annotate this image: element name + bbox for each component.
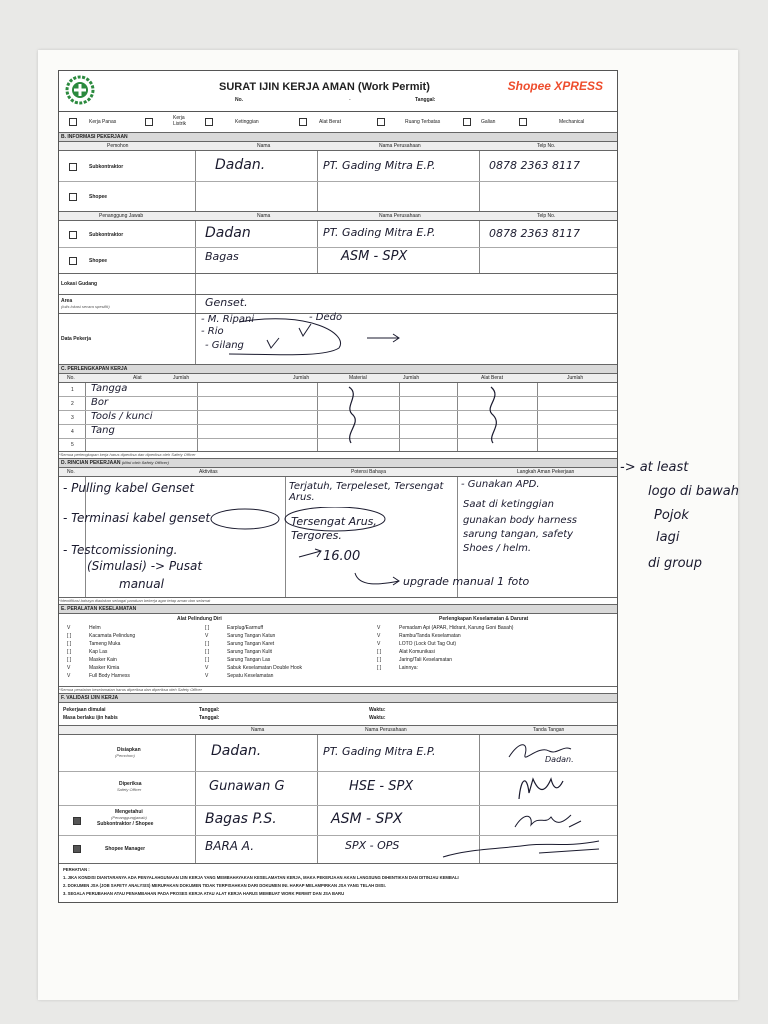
- validasi-perusahaan[interactable]: PT. Gading Mitra E.P.: [323, 745, 436, 758]
- section-d-title-text: D. RINCIAN PEKERJAAN: [61, 460, 121, 466]
- apd-item[interactable]: V Full Body Harness: [67, 673, 130, 679]
- apd-item[interactable]: V Sarung Tangan Katun: [205, 633, 276, 639]
- pekerja-name[interactable]: - Dedo: [309, 312, 343, 323]
- sec-c-col-header: [59, 374, 617, 383]
- checkbox-mengetahui[interactable]: [73, 817, 81, 825]
- col-header: Langkah Aman Pekerjaan: [517, 469, 575, 475]
- aktivitas-item[interactable]: (Simulasi) -> Pusat: [87, 559, 203, 573]
- sec-d-footnote: *Identifikasi bahaya diadakan sebagai panduan bekerja agar tetap aman dan selamat: [59, 598, 617, 605]
- pj-telp[interactable]: 0878 2363 8117: [489, 227, 580, 240]
- pemohon-telp[interactable]: 0878 2363 8117: [489, 159, 580, 172]
- pk-list: [377, 624, 513, 672]
- apd-item[interactable]: V Sabuk Keselamatan Double Hook: [205, 665, 303, 671]
- pk-item[interactable]: V Rambu/Tanda Keselamatan: [377, 633, 461, 639]
- apd-item[interactable]: [ ] Masker Kain: [67, 657, 117, 663]
- pj-shopee-nama[interactable]: Bagas: [205, 250, 239, 263]
- alat-value[interactable]: Tang: [91, 425, 115, 436]
- role-label: Diperiksa: [119, 781, 142, 787]
- sec-d-col-header: [59, 468, 617, 477]
- checkbox-mechanical[interactable]: [519, 118, 527, 126]
- pemohon-block: [59, 151, 617, 212]
- bahaya-item[interactable]: 16.00: [323, 549, 361, 564]
- apd-item[interactable]: V Sepatu Keselamatan: [205, 673, 274, 679]
- alat-berat-strike-icon: [479, 385, 509, 445]
- col-header: Telp No.: [537, 143, 556, 149]
- validasi-nama[interactable]: BARA A.: [205, 839, 255, 853]
- role-label: Disiapkan: [117, 747, 141, 753]
- col-header: Material: [349, 375, 367, 381]
- section-f-title: F. VALIDASI IJIN KERJA: [59, 694, 617, 703]
- aktivitas-item[interactable]: - Terminasi kabel genset: [63, 511, 211, 525]
- work-type-label: Kerja Panas: [89, 119, 117, 125]
- pk-item[interactable]: V Pemadam Api (APAR, Hidrant, Karung Goni Basah): [377, 625, 514, 631]
- row-number: 4: [71, 429, 74, 435]
- validasi-perusahaan[interactable]: HSE - SPX: [349, 779, 414, 794]
- validasi-nama[interactable]: Dadan.: [211, 743, 262, 759]
- row-number: 3: [71, 415, 74, 421]
- signature-3-icon: [509, 807, 589, 835]
- checkbox-alat-berat[interactable]: [299, 118, 307, 126]
- checkbox-pemohon-subkon[interactable]: [69, 163, 77, 171]
- apd-left-list: [67, 624, 135, 680]
- tanggal-label: Tanggal:: [199, 707, 220, 713]
- col-header: Nama Perusahaan: [365, 727, 407, 733]
- col-header: Nama: [257, 213, 271, 219]
- validasi-nama[interactable]: Bagas P.S.: [205, 811, 277, 827]
- peralatan-keselamatan: [59, 614, 617, 687]
- pk-item[interactable]: [ ] Jaring/Tali Keselamatan: [377, 657, 453, 663]
- section-c-title: C. PERLENGKAPAN KERJA: [59, 365, 617, 374]
- perhatian-item: 2. DOKUMEN JSA (JOB SAFETY ANALYSIS) MERUPAKAN DOKUMEN TIDAK TERPISAHKAN DARI DOKUMEN INI. HARAP MELAMPIRKAN JSA YANG TELAH DIISI.: [63, 883, 386, 888]
- apd-right-list: [205, 624, 302, 680]
- pk-item[interactable]: [ ] Lainnya:: [377, 665, 418, 671]
- checkbox-shopee-manager[interactable]: [73, 845, 81, 853]
- pekerja-name[interactable]: - Rio: [201, 326, 224, 337]
- pk-item[interactable]: V LOTO (Lock Out Tag Out): [377, 641, 457, 647]
- work-type-label: Galian: [481, 119, 496, 125]
- checkbox-pj-shopee[interactable]: [69, 257, 77, 265]
- aktivitas-item[interactable]: - Testcomissioning.: [63, 543, 178, 557]
- role-sub: Safety Officer: [117, 787, 142, 792]
- work-type-label: Kerja Listrik: [173, 115, 187, 127]
- no-label: No.: [235, 97, 244, 103]
- signature-1-icon: [499, 737, 579, 767]
- col-header: Jumlah: [567, 375, 584, 381]
- role-label: Mengetahui: [115, 809, 143, 815]
- sec-b-col-header: [59, 142, 617, 151]
- pk-item[interactable]: [ ] Alat Komunikasi: [377, 649, 435, 655]
- col-header: No.: [67, 469, 75, 475]
- signature-2-icon: [509, 773, 569, 803]
- perhatian-block: [59, 864, 617, 902]
- perlengkapan-table: [59, 383, 617, 452]
- margin-note: Pojok: [654, 508, 689, 523]
- apd-item[interactable]: [ ] Sarung Tangan Las: [205, 657, 271, 663]
- role-sub: (Penanggungjawab): [111, 815, 147, 820]
- pek-dimulai-label: Pekerjaan dimulai: [63, 707, 106, 713]
- col-header: Tanda Tangan: [533, 727, 565, 733]
- area-value[interactable]: Genset.: [205, 296, 248, 309]
- data-pekerja-row: [59, 314, 617, 365]
- role-label: Shopee Manager: [105, 846, 146, 852]
- bahaya-item[interactable]: Tersengat Arus,: [291, 515, 377, 528]
- work-type-label: Ruang Terbatas: [405, 119, 441, 125]
- alat-value[interactable]: Tools / kunci: [91, 411, 153, 422]
- pekerja-name[interactable]: - Gilang: [205, 340, 244, 351]
- apd-item[interactable]: [ ] Sarung Tangan Karet: [205, 641, 275, 647]
- checkbox-kerja-listrik[interactable]: [145, 118, 153, 126]
- lokasi-label: Lokasi Gudang: [61, 281, 98, 287]
- date-label: Tanggal:: [415, 97, 436, 103]
- row-number: 1: [71, 387, 74, 393]
- validasi-dates: [59, 703, 617, 726]
- waktu-label: Waktu:: [369, 707, 386, 713]
- langkah-item[interactable]: upgrade manual 1 foto: [403, 575, 530, 588]
- work-type-row: [59, 112, 617, 133]
- k3-logo-icon: [65, 75, 95, 105]
- role-label: Subkontraktor / Shopee: [97, 821, 154, 827]
- work-type-label: Mechanical: [559, 119, 585, 125]
- sec-e-footnote: *Semua peralatan keselamatan harus diperiksa dan diperiksa oleh Safety Officer: [59, 687, 617, 694]
- langkah-item[interactable]: Saat di ketinggian: [463, 499, 554, 510]
- col-header: Alat: [133, 375, 142, 381]
- area-sublabel: (tulis lokasi secara spesifik): [61, 304, 110, 309]
- validasi-nama[interactable]: Gunawan G: [209, 779, 285, 794]
- col-header: Nama Perusahaan: [379, 213, 421, 219]
- row-label: Subkontraktor: [89, 164, 124, 170]
- checkbox-galian[interactable]: [463, 118, 471, 126]
- shopee-xpress-logo: Shopee XPRESS: [507, 79, 603, 93]
- bahaya-item[interactable]: Tergores.: [291, 529, 342, 542]
- alat-value[interactable]: Bor: [91, 397, 109, 408]
- sec-c-footnote: *Semua perlengkapan kerja harus diperiksa dan diperiksa oleh Safety Officer: [59, 452, 617, 459]
- col-header: Pemohon: [107, 143, 129, 149]
- col-header: Potensi Bahaya: [351, 469, 387, 475]
- aktivitas-item[interactable]: - Pulling kabel Genset: [63, 481, 195, 495]
- apd-item[interactable]: [ ] Earplug/Earmuff: [205, 625, 264, 631]
- margin-note: di group: [648, 556, 703, 571]
- perhatian-item: 1. JIKA KONDISI DIANTARANYA ADA PENYALAHGUNAAN IJIN KERJA YANG MEMBAHAYAKAN KESELAMATAN KERJA, MAKA PEKERJAAN AKAN LANGSUNG DIHENTIKAN DAN DITINJAU KEMBALI: [63, 875, 459, 880]
- area-label: Area: [61, 298, 73, 304]
- checkbox-ruang-terbatas[interactable]: [377, 118, 385, 126]
- masa-berlaku-label: Masa berlaku ijin habis: [63, 715, 118, 721]
- aktivitas-item[interactable]: manual: [119, 577, 164, 591]
- row-label: Shopee: [89, 258, 108, 264]
- section-e-title: E. PERALATAN KESELAMATAN: [59, 605, 617, 614]
- validasi-table: [59, 735, 617, 864]
- col-header: Nama: [251, 727, 265, 733]
- penanggung-jawab-block: [59, 221, 617, 274]
- pj-perusahaan[interactable]: PT. Gading Mitra E.P.: [323, 226, 436, 239]
- margin-note: logo di bawah: [648, 484, 739, 499]
- checkbox-pemohon-shopee[interactable]: [69, 193, 77, 201]
- data-pekerja-label: Data Pekerja: [61, 336, 92, 342]
- section-d-sub: (diisi oleh Safety Officer): [121, 460, 169, 465]
- pekerja-name[interactable]: - M. Ripani: [201, 314, 255, 325]
- section-b-title: B. INFORMASI PEKERJAAN: [59, 133, 617, 142]
- pekerja-grouping-stroke-icon: [199, 314, 419, 364]
- col-header: Nama: [257, 143, 271, 149]
- apd-item[interactable]: [ ] Tameng Muka: [67, 641, 121, 647]
- no-value: -: [349, 97, 351, 103]
- pemohon-perusahaan[interactable]: PT. Gading Mitra E.P.: [323, 159, 436, 172]
- work-permit-form: [58, 70, 618, 903]
- signature-text: Dadan.: [545, 755, 574, 764]
- apd-item[interactable]: [ ] Sarung Tangan Kulit: [205, 649, 272, 655]
- waktu-label: Waktu:: [369, 715, 386, 721]
- form-header: [59, 71, 617, 112]
- validasi-perusahaan[interactable]: ASM - SPX: [331, 811, 403, 827]
- checkbox-kerja-panas[interactable]: [69, 118, 77, 126]
- col-header: Penanggung Jawab: [99, 213, 144, 219]
- col-header: Jumlah: [293, 375, 310, 381]
- pk-title: Perlengkapan Keselamatan & Darurat: [439, 616, 529, 622]
- bahaya-item[interactable]: Terjatuh, Terpeleset, Tersengat Arus.: [289, 481, 444, 503]
- pj-shopee-perusahaan[interactable]: ASM - SPX: [341, 249, 408, 264]
- apd-item[interactable]: V Helm: [67, 625, 101, 631]
- tanggal-label: Tanggal:: [199, 715, 220, 721]
- langkah-item[interactable]: gunakan body harness: [463, 515, 577, 526]
- langkah-item[interactable]: sarung tangan, safety: [463, 529, 574, 540]
- col-header: Telp No.: [537, 213, 556, 219]
- validasi-perusahaan[interactable]: SPX - OPS: [345, 839, 400, 852]
- col-header: Aktivitas: [199, 469, 218, 475]
- apd-item[interactable]: [ ] Kacamata Pelindung: [67, 633, 136, 639]
- pj-col-header: [59, 212, 617, 221]
- material-strike-icon: [339, 385, 369, 445]
- handwritten-strokes-icon: [209, 507, 609, 597]
- langkah-item[interactable]: Shoes / helm.: [463, 543, 532, 554]
- pemohon-nama[interactable]: Dadan.: [215, 157, 266, 173]
- checkbox-ketinggian[interactable]: [205, 118, 213, 126]
- margin-note: lagi: [656, 530, 680, 545]
- col-header: Jumlah: [403, 375, 420, 381]
- role-sub: (Pemohon): [115, 753, 135, 758]
- signature-4-icon: [439, 835, 609, 863]
- section-d-title: [59, 459, 617, 468]
- pj-nama[interactable]: Dadan: [205, 225, 251, 241]
- apd-item[interactable]: [ ] Kap Las: [67, 649, 108, 655]
- langkah-item[interactable]: - Gunakan APD.: [461, 479, 540, 490]
- form-title: SURAT IJIN KERJA AMAN (Work Permit): [219, 81, 430, 93]
- col-header: Jumlah: [173, 375, 190, 381]
- lokasi-row: [59, 274, 617, 295]
- col-header: Nama Perusahaan: [379, 143, 421, 149]
- rincian-pekerjaan-table: [59, 477, 617, 598]
- perhatian-title: PERHATIAN :: [63, 867, 90, 872]
- work-type-label: Alat Berat: [319, 119, 341, 125]
- sec-f-col-header: [59, 726, 617, 735]
- row-number: 5: [71, 442, 74, 448]
- apd-item[interactable]: V Masker Kimia: [67, 665, 120, 671]
- row-number: 2: [71, 401, 74, 407]
- row-label: Shopee: [89, 194, 108, 200]
- checkbox-pj-subkon[interactable]: [69, 231, 77, 239]
- perhatian-item: 3. SEGALA PERUBAHAN ATAU PENAMBAHAN PADA PROSES KERJA ATAU ALAT KERJA HARUS MEMBUAT WORK PERMIT DAN JSA BARU: [63, 891, 345, 896]
- margin-note: -> at least: [620, 460, 689, 475]
- col-header: No.: [67, 375, 75, 381]
- work-type-label: Ketinggian: [235, 119, 259, 125]
- alat-value[interactable]: Tangga: [91, 383, 128, 394]
- col-header: Alat Berat: [481, 375, 503, 381]
- row-label: Subkontraktor: [89, 232, 124, 238]
- apd-title: Alat Pelindung Diri: [177, 616, 222, 622]
